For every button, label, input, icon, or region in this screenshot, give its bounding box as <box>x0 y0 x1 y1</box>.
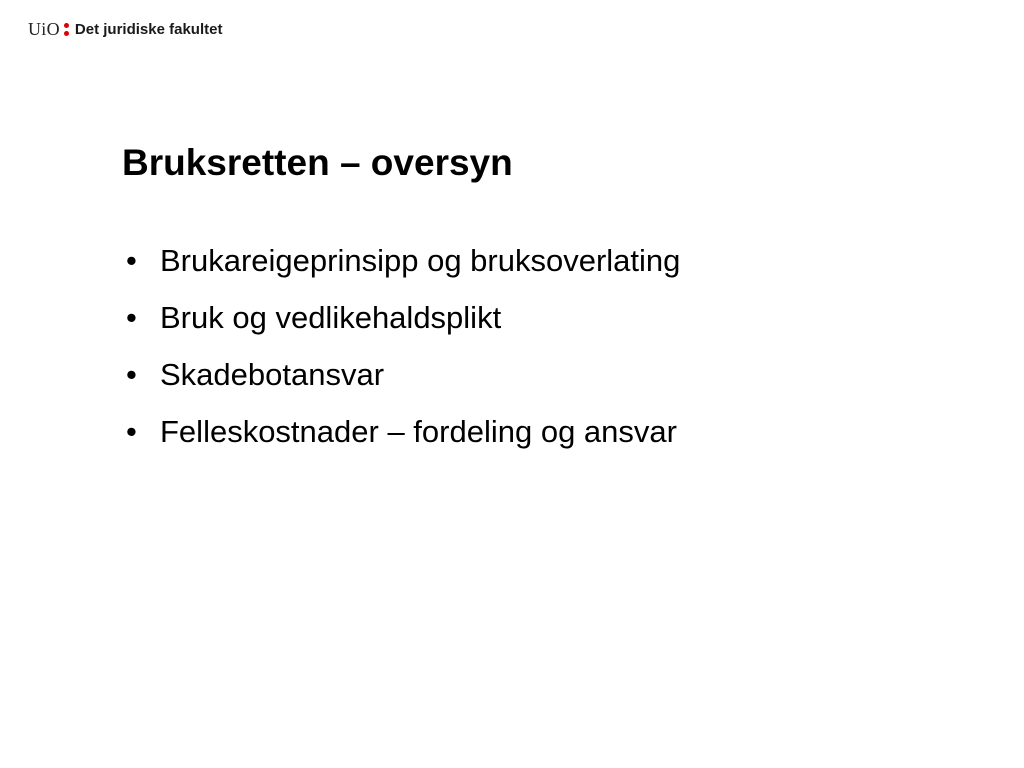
slide-title: Bruksretten – oversyn <box>122 142 513 183</box>
logo-uio-text: UiO <box>28 18 60 39</box>
bullet-item <box>122 238 680 295</box>
bullet-dot-icon: • <box>126 357 137 392</box>
bullet-item <box>122 409 680 466</box>
uio-logo <box>28 17 222 41</box>
bullet-dot-icon: • <box>126 414 137 449</box>
bullet-text: Felleskostnader – fordeling og ansvar <box>160 414 677 449</box>
bullet-text: Brukareigeprinsipp og bruksoverlating <box>160 243 681 278</box>
bullet-text: Bruk og vedlikehaldsplikt <box>160 300 502 335</box>
bullet-item <box>122 352 680 409</box>
bullet-item <box>122 295 680 352</box>
bullet-text: Skadebotansvar <box>160 357 385 392</box>
logo-dot-top <box>64 23 69 28</box>
logo-colon-icon <box>64 21 69 37</box>
logo-dot-bottom <box>64 31 69 36</box>
bullet-dot-icon: • <box>126 243 137 278</box>
bullet-list <box>122 238 680 466</box>
bullet-dot-icon: • <box>126 300 137 335</box>
faculty-name: Det juridiske fakultet <box>74 20 223 38</box>
